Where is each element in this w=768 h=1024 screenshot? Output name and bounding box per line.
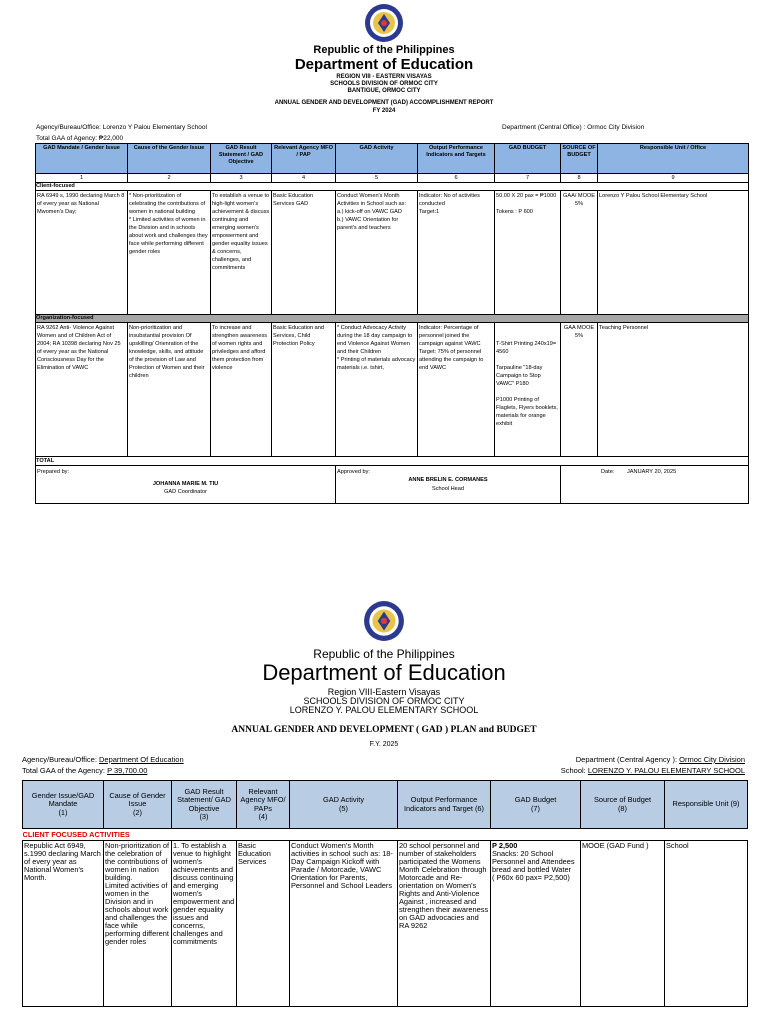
table-cell: 20 school personnel and number of stakeholders participated the Womens Month Celebration through Motorcade and Re-orientation on Women's Rights and Anti-Violence Against , increased and strengthen their awareness on GAD advocacies and RA 9262 <box>398 841 491 1007</box>
table-cell: Teaching Personnel <box>598 323 749 457</box>
budget-cell <box>491 841 581 1007</box>
column-number: 6 <box>418 174 495 183</box>
department-label: Department (Central Agency ): <box>575 755 680 764</box>
column-header: Relevant Agency MFO / PAP <box>272 144 336 174</box>
school-line: LORENZO Y. PALOU ELEMENTARY SCHOOL <box>289 705 479 715</box>
table-cell: Conduct Women's Month activities in school such as: 18-Day Campaign Kickoff with Parade / Motorcade, VAWC Orientation for Parents, Personnel and School Leaders <box>290 841 398 1007</box>
date-value: JANUARY 20, 2025 <box>627 469 677 475</box>
department-value: Ormoc City Division <box>679 755 745 764</box>
school-info-line <box>561 766 745 775</box>
column-number: 1 <box>36 174 128 183</box>
agency-line: Agency/Bureau/Office: Lorenzo Y Palou Elementary School <box>36 124 207 131</box>
table-cell: Non-prioritization of the celebration of the contributions of women in nation building. Limited activities of women in the Division and in schools about work and challenges the face while performing different gender roles <box>104 841 172 1007</box>
prepared-by-label: Prepared by: <box>37 469 70 475</box>
republic-heading: Republic of the Philippines <box>313 647 455 661</box>
budget-detail: Snacks: 20 School Personnel and Attendees bread and bottled Water ( P60x 60 pax= P2,500) <box>492 849 575 882</box>
agency-label: Agency/Bureau/Office: <box>22 755 99 764</box>
deped-seal-icon <box>363 600 405 642</box>
section-client-focused-activities: CLIENT FOCUSED ACTIVITIES <box>22 829 130 839</box>
republic-heading: Republic of the Philippines <box>313 44 455 56</box>
school-label: School: <box>560 766 588 775</box>
total-gaa-value: P 39,700.00 <box>107 766 148 775</box>
table-cell: To establish a venue to high-light women's achievement & discuss continuing and emerging women's empowerment and gender equality issues & concerns, challenges, and commitments <box>211 191 272 315</box>
column-header: GAD BUDGET <box>495 144 561 174</box>
agency-value: Department Of Education <box>99 755 184 764</box>
approved-by-label: Approved by: <box>337 469 370 475</box>
department-line <box>576 755 745 764</box>
column-header: Cause of the Gender Issue <box>128 144 211 174</box>
prepared-by-block <box>36 466 336 504</box>
table-cell: * Non-prioritization of celebrating the contributions of women in national building * Limited activities of women in the Division and in schools about work and challenges they face while performing different gender roles <box>128 191 211 315</box>
table-cell: Conduct Women's Month Activities in School such as: a.) kick-off on VAWC GAD b.) VAWC Orientation for parent's and teachers <box>336 191 418 315</box>
column-header: Output Performance Indicators and Target (6) <box>398 781 491 829</box>
table-cell: To increase and strengthen awareness of women rights and priviledges and afford them protection from violence <box>211 323 272 457</box>
report-title: ANNUAL GENDER AND DEVELOPMENT (GAD) ACCOMPLISHMENT REPORT <box>274 100 494 106</box>
table-cell: 1. To establish a venue to highlight women's achievements and discuss continuing and emerging women's empowerment and gender equality issues and concerns, challenges and commitments <box>172 841 237 1007</box>
table-cell: Indicator: No of activities conducted Target:1 <box>418 191 495 315</box>
column-header: GAD Mandate / Gender Issue <box>36 144 128 174</box>
table-cell: Lorenzo Y Palou School Elementary School <box>598 191 749 315</box>
table-cell: Non-prioritization and insubstantial provision Of upskilling/ Orienration of the knowledge, skills, and attitude of the provision of Law and Protection of Women and their children <box>128 323 211 457</box>
table-cell: School <box>665 841 748 1007</box>
column-number: 2 <box>128 174 211 183</box>
column-header: Responsible Unit / Office <box>598 144 749 174</box>
prepared-by-role: GAD Coordinator <box>164 489 207 495</box>
prepared-by-name: JOHANNA MARIE M. TIU <box>152 481 219 487</box>
table-cell: RA 9262 Anti- Violence Against Women and of Children Act of 2004; RA 10398 declaring Nov 25 of every year as the National Consciousness Day for the Elimination of VAWC <box>36 323 128 457</box>
table-cell: Indicator: Percentage of personnel joined the campaign against VAWC Target: 75% of personnel attending the campaign to end VAWC <box>418 323 495 457</box>
column-header: SOURCE OF BUDGET <box>561 144 598 174</box>
department-heading: Department of Education <box>294 56 474 73</box>
section-client-focused: Client-focused <box>36 183 749 191</box>
table-cell: 50.00 X 20 pax = ₱1000 Tokens : P 600 <box>495 191 561 315</box>
total-gaa-line: Total GAA of Agency: ₱22,000 <box>36 135 124 142</box>
approved-by-block <box>336 466 561 504</box>
column-number: 3 <box>211 174 272 183</box>
approved-by-role: School Head <box>431 486 465 492</box>
table-cell: RA 6949 s, 1990 declaring March 8 of every year as National Mwomen's Day; <box>36 191 128 315</box>
table-cell: T-Shirt Printing 240x19= 4560 Tarpauline "18-day Campaign to Stop VAWC" P180 P1000 Printing of Flaglets, Flyers booklets, materials for orange exhibit <box>495 323 561 457</box>
division-line: SCHOOLS DIVISION OF ORMOC CITY <box>303 696 465 706</box>
table-cell: * Conduct Advocacy Activity during the 18 day campaign to end Violence Against Women and their Children * Printing of materials advocacy materials i.e. tshirt, <box>336 323 418 457</box>
total-row: TOTAL <box>36 457 749 466</box>
column-number: 4 <box>272 174 336 183</box>
region-line: REGION VIII - EASTERN VISAYAS <box>336 74 432 80</box>
agency-line <box>22 755 184 764</box>
table-cell: GAA MOOE 5% <box>561 323 598 457</box>
table-cell: Basic Education Services GAD <box>272 191 336 315</box>
column-number: 7 <box>495 174 561 183</box>
column-header: GAD Budget (7) <box>491 781 581 829</box>
gad-plan-table <box>22 780 748 1007</box>
column-header: Responsible Unit (9) <box>665 781 748 829</box>
column-header: GAD Result Statement/ GAD Objective (3) <box>172 781 237 829</box>
column-number: 8 <box>561 174 598 183</box>
column-header: Output Performance Indicators and Targets <box>418 144 495 174</box>
column-header: Relevant Agency MFO/ PAPs (4) <box>237 781 290 829</box>
table-cell: Basic Education Services <box>237 841 290 1007</box>
approved-by-name: ANNE BRELIN E. CORMANES <box>408 477 488 483</box>
date-label: Date: <box>601 469 615 475</box>
region-line: Region VIII-Eastern Visayas <box>327 687 441 697</box>
address-line: BANTIGUE, ORMOC CITY <box>347 88 421 94</box>
fiscal-year: FY 2024 <box>372 108 396 114</box>
section-organization-focused: Organization-focused <box>36 315 749 323</box>
school-value: LORENZO Y. PALOU ELEMENTARY SCHOOL <box>587 766 745 775</box>
table-cell: Basic Education and Services, Child Protection Policy <box>272 323 336 457</box>
fiscal-year: F.Y. 2025 <box>369 741 399 748</box>
date-block <box>561 466 749 504</box>
column-header: GAD Result Statement / GAD Objective <box>211 144 272 174</box>
division-line: SCHOOLS DIVISION OF ORMOC CITY <box>330 81 438 87</box>
department-heading: Department of Education <box>262 660 506 685</box>
table-cell: GAA/ MOOE 5% <box>561 191 598 315</box>
total-gaa-label: Total GAA of the Agency: <box>22 766 108 775</box>
column-header: Gender Issue/GAD Mandate (1) <box>23 781 104 829</box>
column-header: GAD Activity (5) <box>290 781 398 829</box>
deped-seal-icon <box>364 3 404 43</box>
plan-title: ANNUAL GENDER AND DEVELOPMENT ( GAD ) PLAN and BUDGET <box>231 725 537 735</box>
budget-amount: P 2,500 <box>492 841 518 850</box>
gad-plan-page <box>0 600 768 1024</box>
column-number: 5 <box>336 174 418 183</box>
column-header: Cause of Gender Issue (2) <box>104 781 172 829</box>
accomplishment-table <box>35 143 749 504</box>
table-cell: MOOE (GAD Fund ) <box>581 841 665 1007</box>
column-header: GAD Activity <box>336 144 418 174</box>
department-office-line: Department (Central Office) : Ormoc City Division <box>502 124 645 131</box>
column-number: 9 <box>598 174 749 183</box>
table-cell: Republic Act 6949, s.1990 declaring March of every year as National Women's Month. <box>23 841 104 1007</box>
column-header: Source of Budget (8) <box>581 781 665 829</box>
total-gaa-line <box>22 766 147 775</box>
